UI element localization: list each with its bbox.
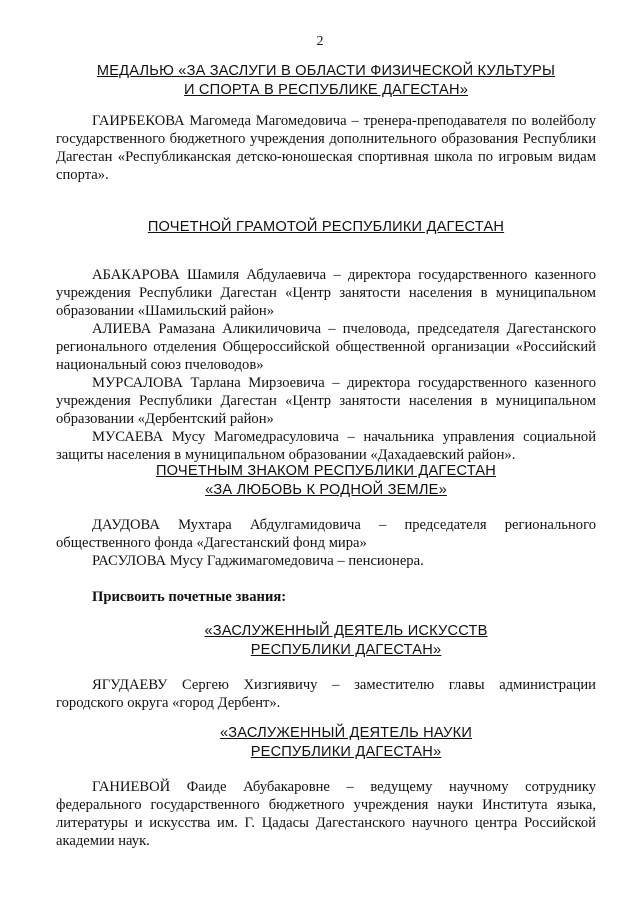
section-heading: ПОЧЕТНОЙ ГРАМОТОЙ РЕСПУБЛИКИ ДАГЕСТАН [147, 219, 505, 235]
recipient-paragraph: ГАНИЕВОЙ Фаиде Абубакаровне – ведущему научному сотруднику федерального государственного бюджетного учреждения науки Института языка, литературы и искусства им. Г. Цадасы Дагестанского научного центра Российской академии наук. [56, 779, 596, 849]
page-number: 2 [316, 34, 324, 49]
recipient-paragraph: РАСУЛОВА Мусу Гаджимагомедовича – пенсионера. [92, 553, 424, 569]
section-heading: МЕДАЛЬЮ «ЗА ЗАСЛУГИ В ОБЛАСТИ ФИЗИЧЕСКОЙ КУЛЬТУРЫ И СПОРТА В РЕСПУБЛИКЕ ДАГЕСТАН» [96, 63, 556, 98]
recipient-paragraph: МУСАЕВА Мусу Магомедрасуловича – начальника управления социальной защиты населения в муниципальном образовании «Дахадаевский район». [56, 429, 596, 463]
recipient-paragraph: ЯГУДАЕВУ Сергею Хизгиявичу – заместителю главы администрации городского округа «город Дербент». [56, 677, 596, 711]
award-section-certificate [56, 218, 596, 237]
recipient-paragraph: ДАУДОВА Мухтара Абдулгамидовича – председателя регионального общественного фонда «Дагестанский фонд мира» [56, 517, 596, 551]
award-section-medal [56, 62, 596, 100]
section-heading: «ЗАСЛУЖЕННЫЙ ДЕЯТЕЛЬ ИСКУССТВ РЕСПУБЛИКИ ДАГЕСТАН» [204, 623, 488, 658]
section-heading: «ЗАСЛУЖЕННЫЙ ДЕЯТЕЛЬ НАУКИ РЕСПУБЛИКИ ДАГЕСТАН» [219, 725, 473, 760]
title-section-arts [56, 622, 596, 660]
assign-titles-label: Присвоить почетные звания: [92, 589, 287, 605]
recipient-paragraph: МУРСАЛОВА Тарлана Мирзоевича – директора государственного казенного учреждения Республики Дагестан «Центр занятости населения в муниципальном образовании «Дербентский район» [56, 375, 596, 427]
award-recipients [56, 516, 596, 570]
title-section-science [56, 724, 596, 762]
title-recipients [56, 676, 596, 712]
section-heading: ПОЧЕТНЫМ ЗНАКОМ РЕСПУБЛИКИ ДАГЕСТАН «ЗА ЛЮБОВЬ К РОДНОЙ ЗЕМЛЕ» [155, 463, 497, 498]
recipient-paragraph: АЛИЕВА Рамазана Аликиличовича – пчеловода, председателя Дагестанского регионального отделения Общероссийской общественной организации «Российский национальный союз пчеловодов» [56, 321, 596, 373]
award-recipients [56, 112, 596, 184]
title-recipients [56, 778, 596, 850]
recipient-paragraph: ГАИРБЕКОВА Магомеда Магомедовича – тренера-преподавателя по волейболу государственного бюджетного учреждения дополнительного образования Республики Дагестан «Республиканская детско-юношеская спортивная школа по игровым видам спорта». [56, 113, 596, 183]
award-section-badge [56, 462, 596, 500]
award-recipients [56, 266, 596, 464]
recipient-paragraph: АБАКАРОВА Шамиля Абдулаевича – директора государственного казенного учреждения Республики Дагестан «Центр занятости населения в муниципальном образовании «Шамильский район» [56, 267, 596, 319]
